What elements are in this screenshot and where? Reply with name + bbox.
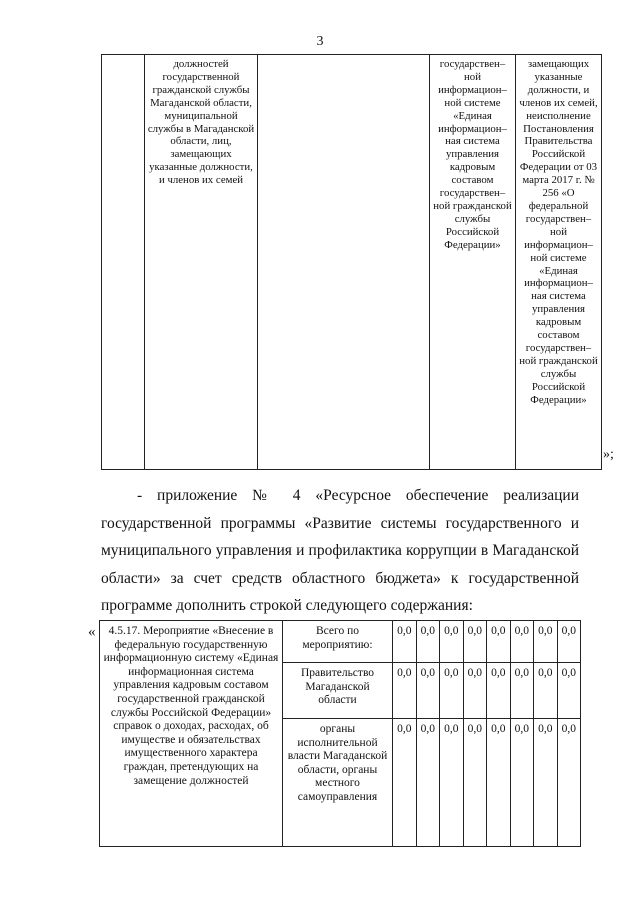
table-row <box>102 55 602 470</box>
funding-source: Правительство Магаданской области <box>283 663 393 719</box>
page-number: 3 <box>316 34 324 49</box>
value-cell: 0,0 <box>534 719 558 847</box>
value-cell: 0,0 <box>416 719 440 847</box>
opening-quote: « <box>88 624 96 640</box>
table-row <box>100 621 581 663</box>
value-cell: 0,0 <box>463 621 487 663</box>
value-cell: 0,0 <box>440 663 464 719</box>
value-cell: 0,0 <box>393 663 417 719</box>
value-cell: 0,0 <box>510 719 534 847</box>
new-row-table <box>99 620 581 847</box>
value-cell: 0,0 <box>440 621 464 663</box>
table-cell-b: должностей государственной гражданской службы Магаданской области, муниципальной службы в Магаданской области, лиц, замещающих указанные должности, и членов их семей <box>145 55 258 470</box>
table-cell-e: замещающих указанные должности, и членов их семей, неисполнение Постановления Правительства Российской Федерации от 03 марта 2017 г. № 256 «О федеральной государствен–ной информацион–ной системе «Единая информацион–ная система управления кадровым составом государствен–ной гражданской службы Российской Федерации» <box>516 55 602 470</box>
funding-source: органы исполнительной власти Магаданской области, органы местного самоуправления <box>283 719 393 847</box>
closing-quote: »; <box>603 447 614 462</box>
value-cell: 0,0 <box>463 719 487 847</box>
value-cell: 0,0 <box>393 621 417 663</box>
value-cell: 0,0 <box>487 663 511 719</box>
value-cell: 0,0 <box>416 663 440 719</box>
value-cell: 0,0 <box>487 621 511 663</box>
value-cell: 0,0 <box>510 621 534 663</box>
value-cell: 0,0 <box>440 719 464 847</box>
value-cell: 0,0 <box>487 719 511 847</box>
value-cell: 0,0 <box>557 719 581 847</box>
value-cell: 0,0 <box>557 663 581 719</box>
continuation-table <box>101 54 602 470</box>
value-cell: 0,0 <box>534 621 558 663</box>
amendment-paragraph <box>101 482 579 620</box>
measure-description: 4.5.17. Мероприятие «Внесение в федеральную государственную информационную систему «Единая информационная система управления кадровым составом государственной гражданской службы Российской Федерации» справок о доходах, расходах, об имуществе и обязательствах имущественного характера граждан, претендующих на замещение должностей <box>100 621 283 847</box>
value-cell: 0,0 <box>463 663 487 719</box>
value-cell: 0,0 <box>557 621 581 663</box>
value-cell: 0,0 <box>534 663 558 719</box>
funding-source: Всего по мероприятию: <box>283 621 393 663</box>
value-cell: 0,0 <box>510 663 534 719</box>
table-cell-c <box>258 55 430 470</box>
value-cell: 0,0 <box>416 621 440 663</box>
table-cell-d: государствен–ной информацион–ной системе «Единая информацион–ная система управления кадровым составом государствен–ной гражданской службы Российской Федерации» <box>430 55 516 470</box>
value-cell: 0,0 <box>393 719 417 847</box>
amendment-text: - приложение № 4 «Ресурсное обеспечение реализации государственной программы «Развитие системы государственного и муниципального управления и профилактика коррупции в Магаданской области» за счет средств областного бюджета» к государственной программе дополнить строкой следующего содержания: <box>101 487 579 614</box>
table-cell-a <box>102 55 145 470</box>
